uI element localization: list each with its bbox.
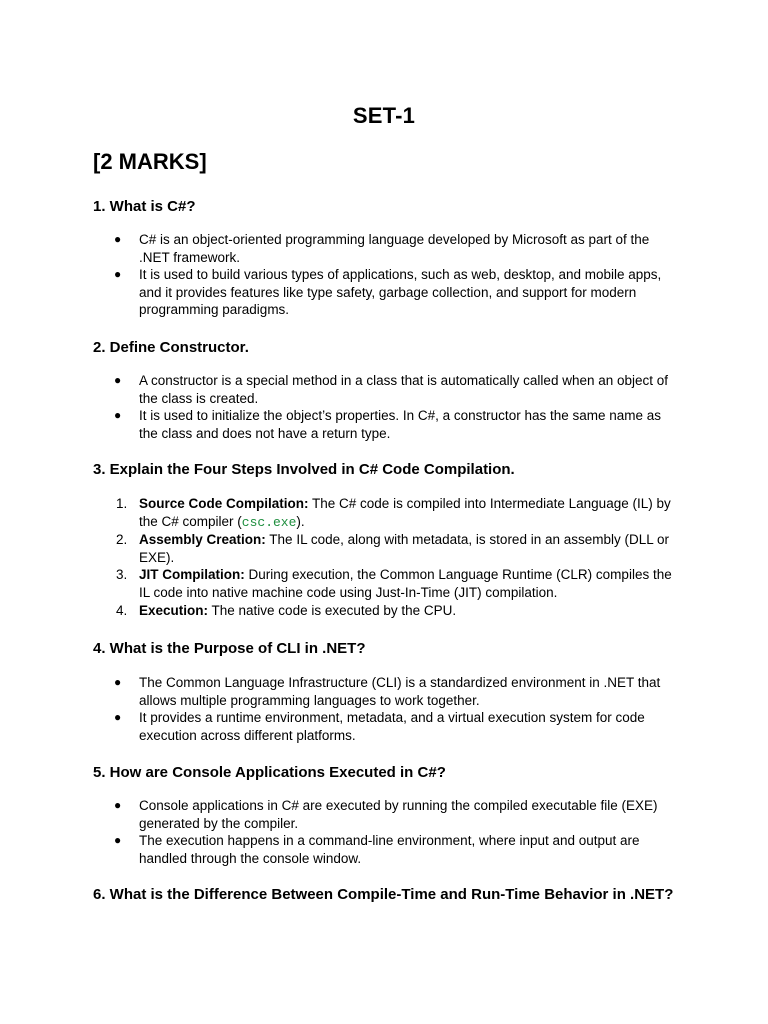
question-heading-5: 5. How are Console Applications Executed in C#? bbox=[93, 764, 446, 781]
list-item bbox=[93, 231, 683, 266]
section-heading: [2 MARKS] bbox=[93, 149, 207, 174]
question-heading-2: 2. Define Constructor. bbox=[93, 339, 249, 356]
step-text: The C# code is compiled into Intermediate Language (IL) by the C# compiler ( bbox=[139, 496, 671, 529]
step-text: During execution, the Common Language Runtime (CLR) compiles the IL code into native machine code using Just-In-Time (JIT) compilation. bbox=[139, 567, 672, 600]
list-item bbox=[93, 407, 683, 442]
bullet-icon: ● bbox=[114, 373, 122, 387]
answer-list-4 bbox=[93, 674, 683, 744]
document-title: SET-1 bbox=[352, 103, 416, 128]
list-item-text: The execution happens in a command-line environment, where input and output are handled through the console window. bbox=[139, 833, 640, 866]
step-term: Source Code Compilation: bbox=[139, 496, 309, 511]
list-item bbox=[93, 832, 683, 867]
answer-list-5 bbox=[93, 797, 683, 867]
list-item-text: The Common Language Infrastructure (CLI) is a standardized environment in .NET that allows multiple programming languages to work together. bbox=[139, 675, 661, 708]
list-item-text: It is used to build various types of applications, such as web, desktop, and mobile apps, and it provides features like type safety, garbage collection, and support for modern programming paradigms. bbox=[139, 267, 662, 318]
bullet-icon: ● bbox=[114, 408, 122, 423]
list-item-text: C# is an object-oriented programming language developed by Microsoft as part of the .NET framework. bbox=[139, 232, 650, 265]
list-item bbox=[93, 566, 683, 601]
step-term: JIT Compilation: bbox=[139, 567, 245, 583]
question-heading-3: 3. Explain the Four Steps Involved in C# Code Compilation. bbox=[93, 461, 515, 478]
step-text-after: ). bbox=[296, 513, 305, 529]
list-item-text: It provides a runtime environment, metadata, and a virtual execution system for code execution across different platforms. bbox=[139, 710, 645, 743]
bullet-icon: ● bbox=[114, 267, 122, 282]
list-item bbox=[93, 797, 683, 832]
step-text: The native code is executed by the CPU. bbox=[208, 602, 457, 618]
bullet-icon: ● bbox=[114, 833, 122, 848]
step-number: 4. bbox=[116, 602, 128, 618]
step-term: Execution: bbox=[139, 602, 209, 618]
list-item bbox=[93, 602, 683, 620]
answer-list-2 bbox=[93, 372, 683, 442]
list-item bbox=[93, 372, 683, 407]
step-number: 2. bbox=[116, 532, 128, 548]
list-item-text: A constructor is a special method in a class that is automatically called when an object of the class is created. bbox=[139, 373, 669, 406]
list-item bbox=[93, 266, 683, 319]
bullet-icon: ● bbox=[114, 710, 122, 725]
step-term: Assembly Creation: bbox=[139, 532, 266, 548]
list-item-text: It is used to initialize the object’s properties. In C#, a constructor has the same name as the class and does not have a return type. bbox=[139, 408, 662, 441]
list-item-text: Console applications in C# are executed by running the compiled executable file (EXE) generated by the compiler. bbox=[139, 798, 658, 831]
bullet-icon: ● bbox=[114, 232, 122, 246]
answer-list-1 bbox=[93, 231, 683, 319]
list-item bbox=[93, 674, 683, 709]
step-text: The IL code, along with metadata, is stored in an assembly (DLL or EXE). bbox=[139, 532, 670, 565]
inline-code: csc.exe bbox=[241, 514, 297, 530]
step-number: 1. bbox=[116, 496, 128, 511]
list-item bbox=[93, 531, 683, 566]
bullet-icon: ● bbox=[114, 675, 122, 689]
bullet-icon: ● bbox=[114, 798, 122, 812]
question-heading-1: 1. What is C#? bbox=[93, 198, 196, 215]
question-heading-4: 4. What is the Purpose of CLI in .NET? bbox=[93, 640, 366, 657]
list-item bbox=[93, 709, 683, 744]
step-number: 3. bbox=[116, 567, 128, 583]
list-item bbox=[93, 495, 683, 531]
compilation-steps-list bbox=[93, 495, 683, 619]
question-heading-6: 6. What is the Difference Between Compile-Time and Run-Time Behavior in .NET? bbox=[93, 886, 674, 903]
